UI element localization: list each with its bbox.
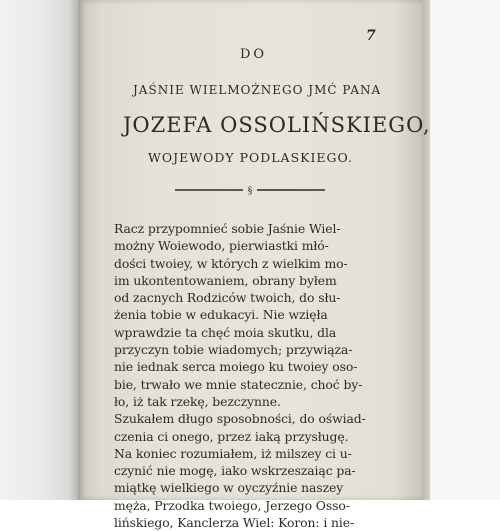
heading-dedication: JAŚNIE WIELMOŻNEGO JMĆ PANA [133, 83, 382, 97]
body-line: możny Woiewodo, pierwiastki młó- [114, 238, 329, 254]
page-number: 7 [366, 28, 376, 44]
heading-to: DO [240, 47, 268, 62]
body-line: ło, iż tak rzekę, bezczynne. [114, 393, 281, 409]
body-line: wprawdzie ta chęć moia skutku, dla [114, 324, 337, 340]
body-line: czynić nie mogę, iako wskrzeszaiąc pa- [114, 463, 356, 479]
body-line: żenia tobie w edukacyi. Nie wzięła [114, 307, 328, 323]
body-line: lińskiego, Kanclerza Wiel: Koron: i nie- [114, 515, 355, 531]
body-line: miątkę wielkiego w oyczyźnie naszey [114, 480, 344, 496]
background-right [430, 0, 500, 500]
body-line: przyczyn tobie wiadomych; przywiąza- [114, 342, 353, 358]
heading-title: WOJEWODY PODLASKIEGO. [148, 150, 354, 165]
body-line: czenia ci onego, przez iaką przysługę. [114, 428, 349, 444]
body-line: Racz przypomnieć sobie Jaśnie Wiel- [114, 221, 341, 236]
heading-name: JOZEFA OSSOLIŃSKIEGO, [123, 113, 431, 137]
body-line: dości twoiey, w których z wielkim mo- [114, 255, 348, 271]
body-line: Na koniec rozumiałem, iż milszey ci u- [114, 445, 352, 461]
body-line: im ukontentowaniem, obrany byłem [114, 272, 337, 288]
body-line: bie, trwało we mnie statecznie, choć by- [114, 376, 363, 392]
ornamental-rule [175, 186, 325, 197]
body-line: męża, Przodka twoiego, Jerzego Osso- [114, 497, 350, 513]
body-line: nie iednak serca moiego ku twoiey oso- [114, 359, 358, 375]
body-line: od zacnych Rodziców twoich, do słu- [114, 290, 341, 306]
page-fore-edge [422, 0, 430, 500]
body-text [114, 220, 366, 531]
body-line: Szukałem długo sposobności, do oświad- [114, 411, 366, 427]
rule-ornament: § [247, 186, 253, 197]
left-page-edge [0, 0, 78, 500]
